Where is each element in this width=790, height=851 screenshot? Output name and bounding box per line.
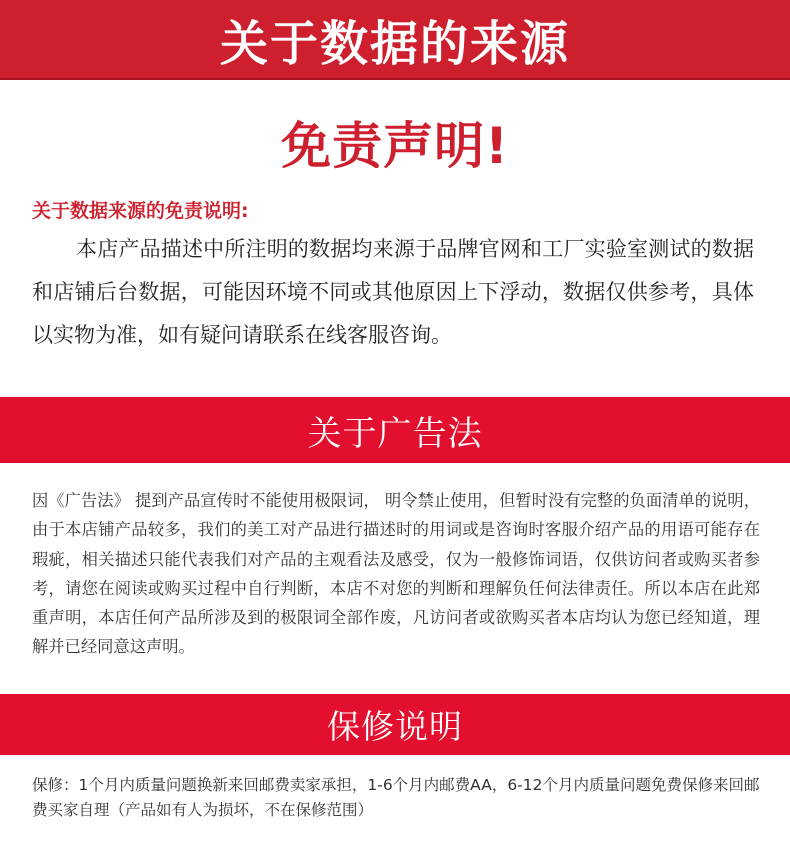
data-source-header-title: 关于数据的来源	[219, 15, 570, 72]
warranty-body: 保修：1个月内质量问题换新来回邮费卖家承担，1-6个月内邮费AA，6-12个月内质量问题免费保修来回邮费买家自理（产品如有人为损坏，不在保修范围）	[32, 776, 760, 819]
warranty-banner	[0, 694, 790, 755]
data-source-header	[0, 0, 790, 80]
ad-law-title: 关于广告法	[307, 413, 483, 454]
disclaimer-body: 本店产品描述中所注明的数据均来源于品牌官网和工厂实验室测试的数据和店铺后台数据，可能因环境不同或其他原因上下浮动，数据仅供参考，具体以实物为准，如有疑问请联系在线客服咨询。	[32, 237, 754, 347]
ad-law-banner	[0, 397, 790, 463]
ad-law-body: 因《广告法》 提到产品宣传时不能使用极限词， 明令禁止使用，但暂时没有完整的负面清单的说明，由于本店铺产品较多，我们的美工对产品进行描述时的用词或是咨询时客服介绍产品的用语可能存在瑕疵，相关描述只能代表我们对产品的主观看法及感受，仅为一般修饰词语，仅供访问者或购买者参考，请您在阅读或购买过程中自行判断，本店不对您的判断和理解负任何法律责任。所以本店在此郑重声明，本店任何产品所涉及到的极限词全部作废，凡访问者或欲购买者本店均认为您已经知道，理解并已经同意这声明。	[32, 491, 760, 657]
disclaimer-subtitle: 关于数据来源的免责说明:	[32, 200, 249, 222]
warranty-title: 保修说明	[327, 707, 463, 746]
disclaimer-title: 免责声明!	[281, 117, 509, 175]
